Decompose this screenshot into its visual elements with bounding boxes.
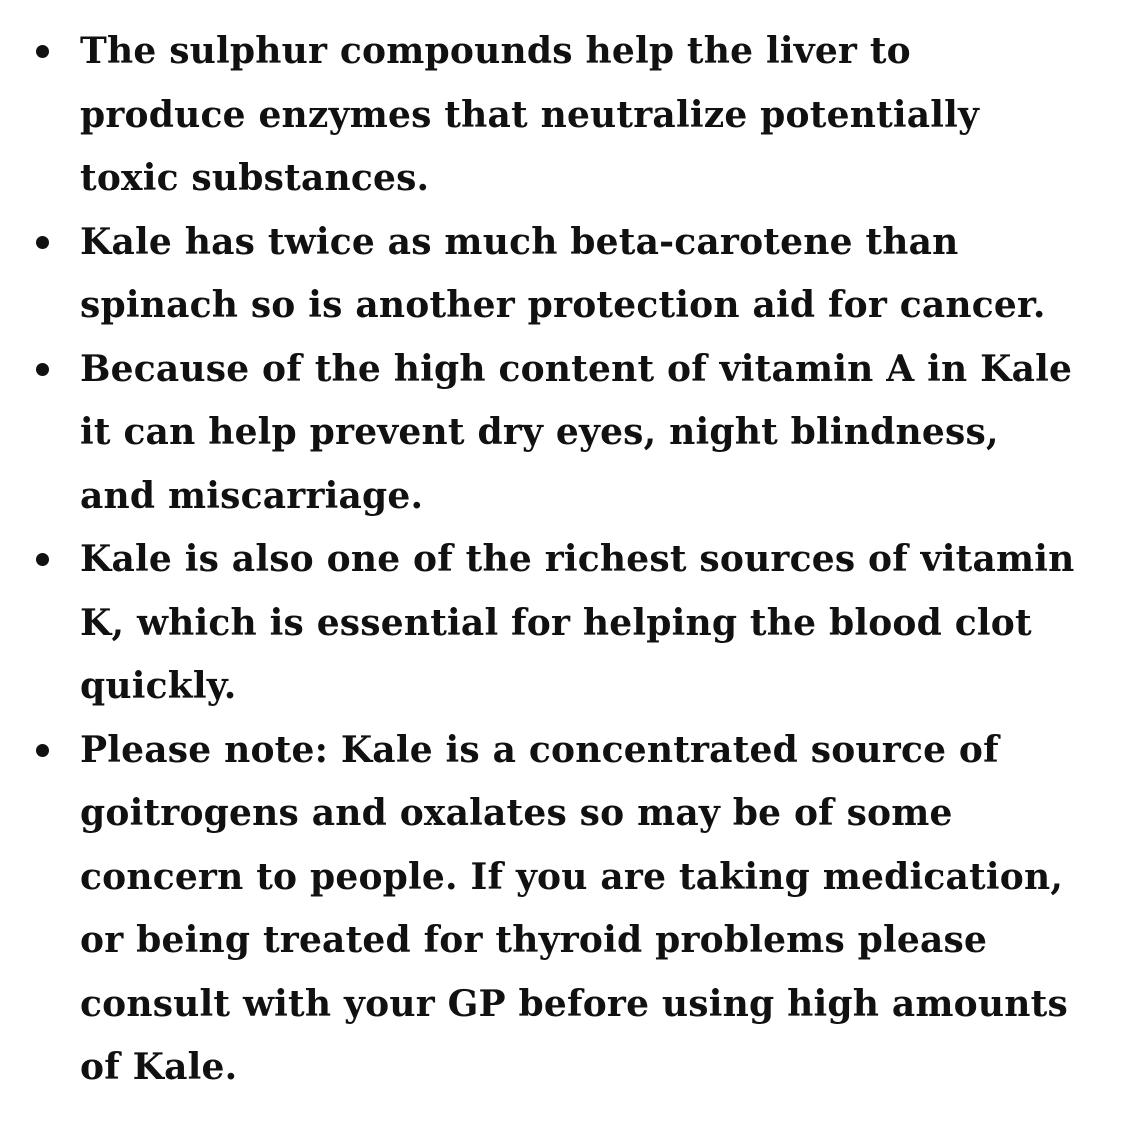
bullet-dot-icon <box>36 236 49 249</box>
bullet-text: Kale has twice as much beta-carotene than spinach so is another protection aid for cancer. <box>80 220 1046 326</box>
bullet-text: Because of the high content of vitamin A in Kale it can help prevent dry eyes, night blindness, and miscarriage. <box>80 347 1073 517</box>
bullet-dot-icon <box>36 553 49 566</box>
bullet-text: Please note: Kale is a concentrated source of goitrogens and oxalates so may be of some concern to people. If you are taking medication, or being treated for thyroid problems please consult with your GP before using high amounts of Kale. <box>80 728 1068 1088</box>
bullet-item <box>28 211 1085 338</box>
bullet-list <box>28 20 1085 1100</box>
bullet-text: Kale is also one of the richest sources of vitamin K, which is essential for helping the blood clot quickly. <box>80 538 1075 707</box>
bullet-dot-icon <box>36 744 49 757</box>
bullet-item <box>28 20 1085 211</box>
bullet-dot-icon <box>36 45 49 58</box>
bullet-item <box>28 528 1085 719</box>
bullet-item <box>28 719 1085 1100</box>
bullet-text: The sulphur compounds help the liver to produce enzymes that neutralize potentially toxic substances. <box>80 30 980 199</box>
bullet-dot-icon <box>36 363 49 376</box>
bullet-item <box>28 338 1085 529</box>
